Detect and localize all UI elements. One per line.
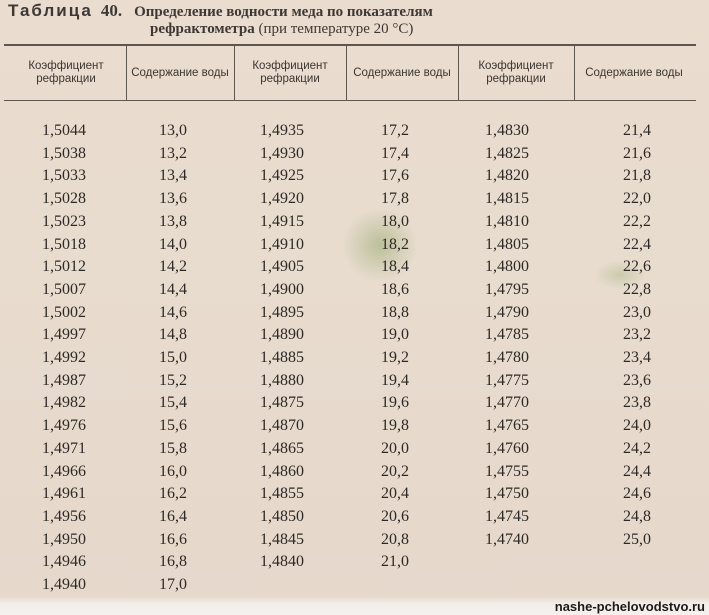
refraction-cell: 1,4987: [42, 371, 86, 389]
water-content-cell: 20,2: [381, 462, 409, 480]
refraction-cell: 1,5044: [42, 122, 86, 139]
column-header-water-3: Содержание воды: [574, 46, 693, 100]
refraction-cell: 1,4865: [260, 439, 304, 457]
water-content-cell: 17,8: [381, 190, 409, 208]
water-content-cell: 17,2: [381, 122, 409, 139]
refraction-cell: 1,4800: [485, 258, 529, 276]
refraction-cell: 1,4860: [260, 462, 304, 480]
refraction-cell: 1,4982: [42, 394, 86, 412]
refraction-cell: 1,5038: [42, 144, 86, 162]
water-content-cell: 17,6: [381, 167, 409, 185]
water-content-cell: 15,4: [159, 394, 187, 412]
column-header-water-1: Содержание воды: [126, 46, 233, 100]
refraction-cell: 1,4750: [485, 485, 529, 503]
water-content-cell: 22,0: [623, 190, 651, 208]
refraction-cell: 1,4820: [485, 167, 529, 185]
refraction-cell: 1,4925: [260, 167, 304, 185]
water-content-cell: 13,6: [159, 190, 187, 208]
water-content-cell: 20,8: [381, 530, 409, 548]
water-content-cell: 21,0: [381, 553, 409, 571]
water-content-cell: 19,0: [381, 326, 409, 344]
water-content-cell: 13,8: [159, 212, 187, 230]
water-content-cell: 24,4: [623, 462, 651, 480]
refraction-cell: 1,5028: [42, 190, 86, 208]
water-content-cell: 24,2: [623, 439, 651, 457]
refraction-cell: 1,4855: [260, 485, 304, 503]
refraction-cell: 1,4850: [260, 507, 304, 525]
refraction-cell: 1,4910: [260, 235, 304, 253]
water-content-cell: 16,0: [159, 462, 187, 480]
refraction-cell: 1,4780: [485, 349, 529, 366]
water-content-cell: 16,4: [159, 507, 187, 525]
water-content-cell: 24,6: [623, 485, 651, 503]
water-content-cell: 19,6: [381, 394, 409, 412]
refraction-cell: 1,4966: [42, 462, 86, 480]
water-content-cell: 23,4: [623, 349, 651, 366]
water-content-cell: 17,4: [381, 144, 409, 162]
water-content-cell: 20,0: [381, 439, 409, 457]
water-content-cell: 23,6: [623, 371, 651, 389]
refraction-cell: 1,4976: [42, 417, 86, 435]
refraction-cell: 1,4785: [485, 326, 529, 344]
column-header-refraction-1: Коэффициент рефракции: [28, 60, 104, 85]
refraction-cell: 1,4840: [260, 553, 304, 571]
column-header-water-2: Содержание воды: [346, 46, 457, 100]
water-content-cell: 17,0: [159, 576, 187, 593]
water-content-cell: 22,4: [623, 235, 651, 253]
water-content-cell: 21,8: [623, 167, 651, 185]
refraction-cell: 1,4900: [260, 280, 304, 298]
water-content-cell: 23,0: [623, 303, 651, 321]
refraction-cell: 1,5012: [42, 258, 86, 276]
water-content-cell: 24,8: [623, 507, 651, 525]
refraction-cell: 1,4875: [260, 394, 304, 412]
water-content-cell: 13,2: [159, 144, 187, 162]
table-title-line2-rest: (при температуре 20 °С): [254, 21, 414, 37]
water-content-cell: 16,2: [159, 485, 187, 503]
water-content-cell: 14,4: [159, 280, 187, 298]
refraction-cell: 1,5018: [42, 235, 86, 253]
refraction-cell: 1,5033: [42, 167, 86, 185]
table-title-label: Таблица: [8, 1, 93, 20]
refraction-cell: 1,4790: [485, 303, 529, 321]
watermark: nashe-pchelovodstvo.ru: [554, 599, 705, 614]
refraction-cell: 1,4930: [260, 144, 304, 162]
refraction-cell: 1,4946: [42, 553, 86, 571]
water-content-cell: 19,8: [381, 417, 409, 435]
water-content-cell: 18,8: [381, 303, 409, 321]
refraction-cell: 1,4825: [485, 144, 529, 162]
water-content-cell: 16,6: [159, 530, 187, 548]
water-content-cell: 15,0: [159, 349, 187, 366]
refraction-cell: 1,5002: [42, 303, 86, 321]
water-content-cell: 18,2: [381, 235, 409, 253]
refraction-cell: 1,4795: [485, 280, 529, 298]
water-content-cell: 15,8: [159, 439, 187, 457]
column-header-refraction-3: Коэффициент рефракции: [458, 46, 573, 100]
water-content-cell: 14,2: [159, 258, 187, 276]
water-content-cell: 20,6: [381, 507, 409, 525]
refraction-cell: 1,4890: [260, 326, 304, 344]
refraction-cell: 1,4895: [260, 303, 304, 321]
refraction-cell: 1,4997: [42, 326, 86, 344]
water-content-cell: 23,2: [623, 326, 651, 344]
water-content-cell: 18,4: [381, 258, 409, 276]
refraction-cell: 1,4935: [260, 122, 304, 139]
refraction-cell: 1,4950: [42, 530, 86, 548]
water-content-cell: 18,0: [381, 212, 409, 230]
water-content-cell: 20,4: [381, 485, 409, 503]
refraction-cell: 1,4915: [260, 212, 304, 230]
refraction-cell: 1,4905: [260, 258, 304, 276]
refraction-cell: 1,5023: [42, 212, 86, 230]
refraction-cell: 1,4815: [485, 190, 529, 208]
refraction-cell: 1,4760: [485, 439, 529, 457]
water-content-cell: 14,8: [159, 326, 187, 344]
refraction-cell: 1,4755: [485, 462, 529, 480]
refraction-cell: 1,4770: [485, 394, 529, 412]
footer-strip: [0, 596, 709, 615]
refraction-cell: 1,4765: [485, 417, 529, 435]
water-content-cell: 16,8: [159, 553, 187, 571]
refraction-cell: 1,4885: [260, 349, 304, 366]
table-title-line2-bold: рефрактометра: [150, 21, 255, 37]
refraction-cell: 1,4961: [42, 485, 86, 503]
refraction-cell: 1,4740: [485, 530, 529, 548]
water-content-cell: 14,0: [159, 235, 187, 253]
table-title-number: 40.: [100, 1, 123, 20]
column-header-refraction-2: Коэффициент рефракции: [234, 46, 345, 100]
refraction-cell: 1,4920: [260, 190, 304, 208]
refraction-cell: 1,4956: [42, 507, 86, 525]
refraction-cell: 1,5007: [42, 280, 86, 298]
water-content-cell: 21,6: [623, 144, 651, 162]
water-content-cell: 25,0: [623, 530, 651, 548]
water-content-cell: 14,6: [159, 303, 187, 321]
water-content-cell: 19,2: [381, 349, 409, 366]
water-content-cell: 24,0: [623, 417, 651, 435]
refraction-cell: 1,4880: [260, 371, 304, 389]
water-content-cell: 15,6: [159, 417, 187, 435]
water-content-cell: 18,6: [381, 280, 409, 298]
refraction-cell: 1,4940: [42, 576, 86, 593]
refraction-cell: 1,4845: [260, 530, 304, 548]
water-content-cell: 19,4: [381, 371, 409, 389]
table-title-text: Определение водности меда по показателям: [134, 4, 433, 20]
refraction-cell: 1,4870: [260, 417, 304, 435]
water-content-cell: 23,8: [623, 394, 651, 412]
table-header: [4, 44, 696, 101]
water-content-cell: 22,6: [623, 258, 651, 276]
refraction-cell: 1,4775: [485, 371, 529, 389]
water-content-cell: 13,4: [159, 167, 187, 185]
refraction-cell: 1,4805: [485, 235, 529, 253]
water-content-cell: 22,2: [623, 212, 651, 230]
refraction-cell: 1,4830: [485, 122, 529, 139]
water-content-cell: 15,2: [159, 371, 187, 389]
water-content-cell: 21,4: [623, 122, 651, 139]
refraction-cell: 1,4745: [485, 507, 529, 525]
refraction-cell: 1,4810: [485, 212, 529, 230]
refraction-cell: 1,4971: [42, 439, 86, 457]
water-content-cell: 13,0: [159, 122, 187, 139]
refraction-cell: 1,4992: [42, 349, 86, 366]
water-content-cell: 22,8: [623, 280, 651, 298]
